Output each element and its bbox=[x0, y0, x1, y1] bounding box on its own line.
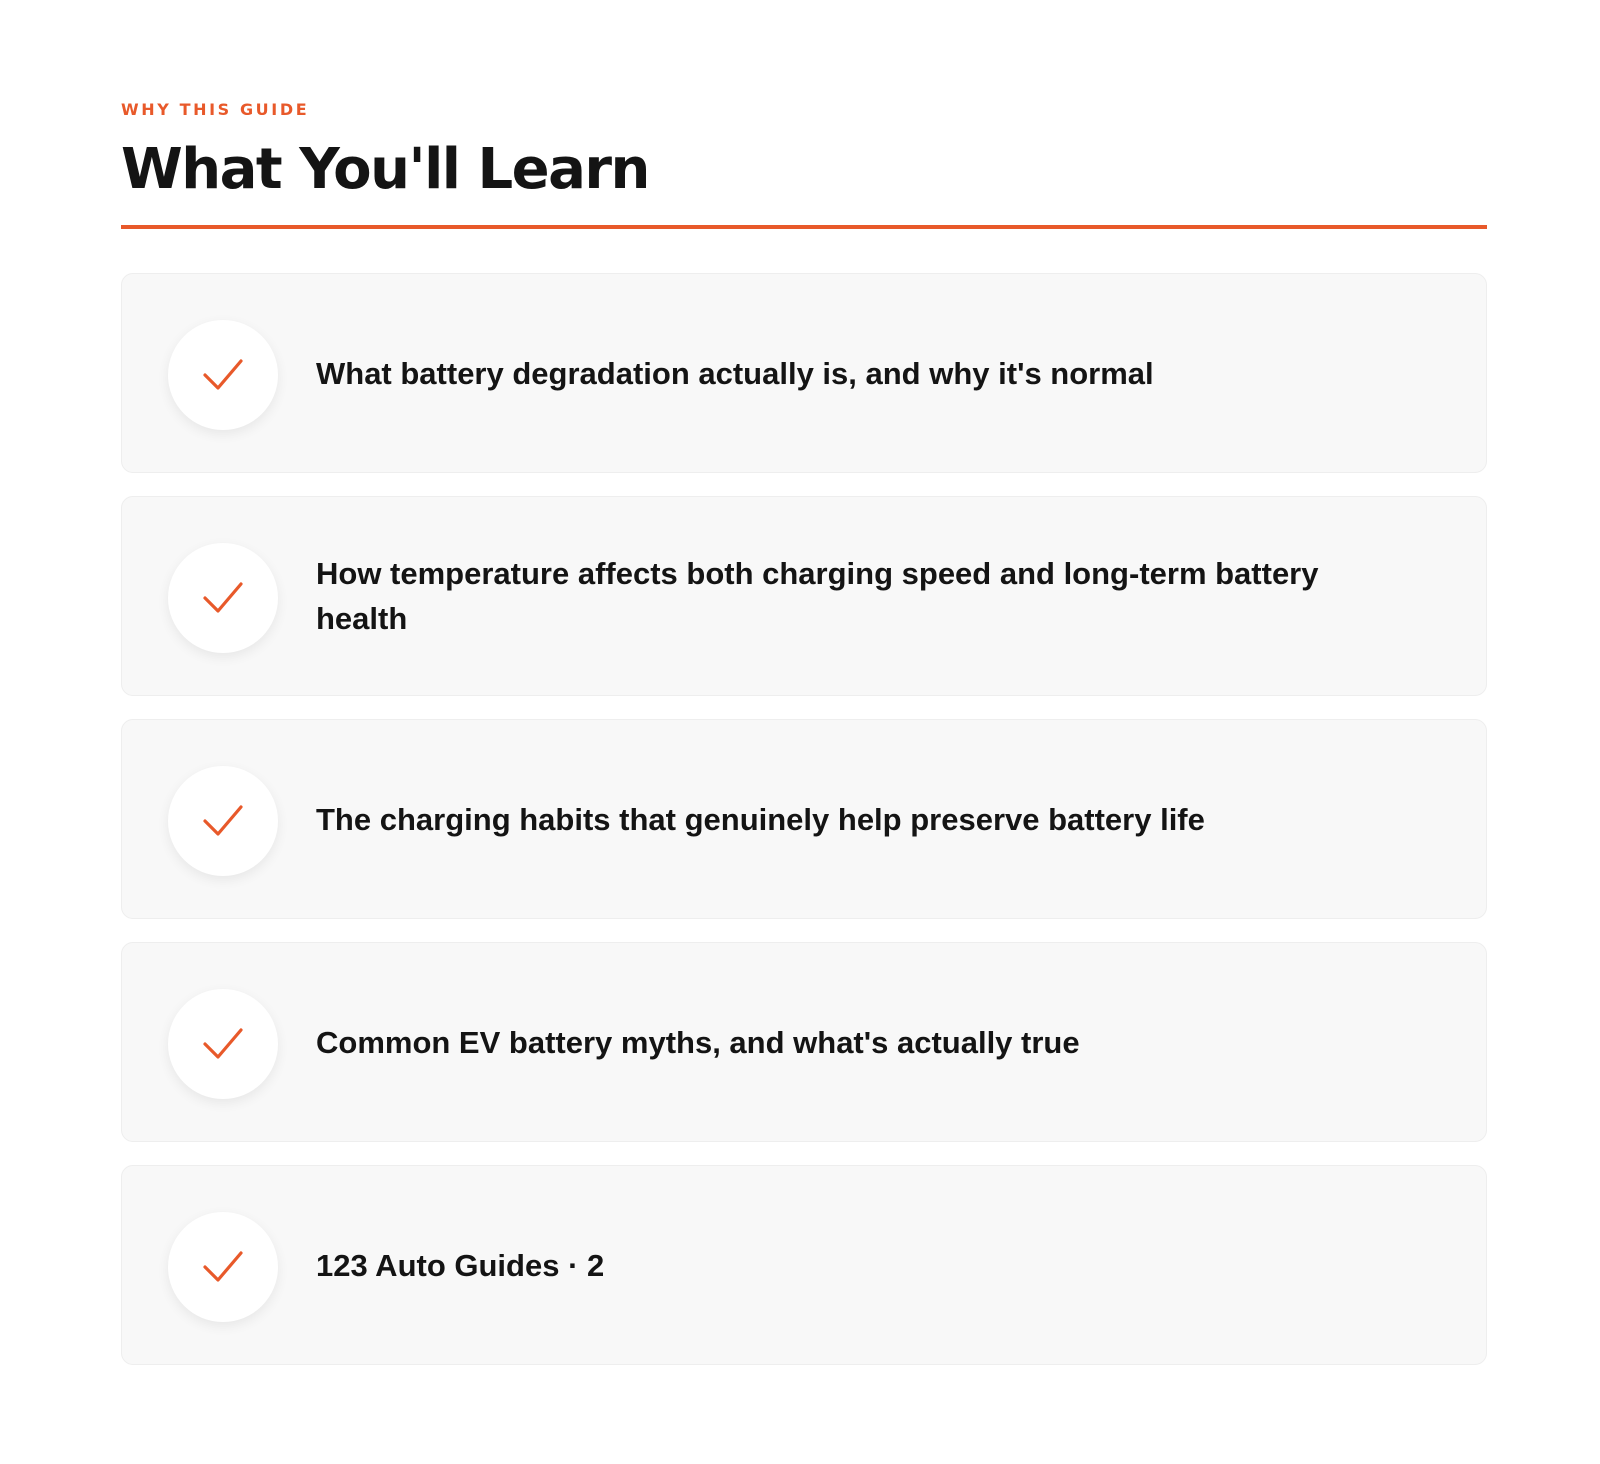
checkmark-icon bbox=[201, 799, 245, 843]
list-item bbox=[121, 496, 1487, 696]
check-badge bbox=[168, 320, 278, 430]
check-badge bbox=[168, 543, 278, 653]
title-underline bbox=[121, 225, 1487, 229]
checkmark-icon bbox=[201, 353, 245, 397]
section-title: What You'll Learn bbox=[121, 137, 649, 202]
list-item bbox=[121, 1165, 1487, 1365]
learn-section bbox=[121, 100, 1487, 1365]
list-item-text: 123 Auto Guides · 2 bbox=[316, 1247, 605, 1283]
checkmark-icon bbox=[201, 1245, 245, 1289]
list-item-text: Common EV battery myths, and what's actually true bbox=[316, 1024, 1080, 1060]
section-eyebrow: WHY THIS GUIDE bbox=[121, 100, 310, 119]
list-item-text: What battery degradation actually is, and why it's normal bbox=[316, 355, 1154, 391]
list-item-text: The charging habits that genuinely help preserve battery life bbox=[316, 801, 1205, 837]
check-badge bbox=[168, 1212, 278, 1322]
list-item bbox=[121, 942, 1487, 1142]
learning-list bbox=[121, 273, 1487, 1365]
list-item bbox=[121, 273, 1487, 473]
check-badge bbox=[168, 989, 278, 1099]
list-item bbox=[121, 719, 1487, 919]
list-item-text: How temperature affects both charging speed and long-term battery health bbox=[316, 556, 1319, 636]
check-badge bbox=[168, 766, 278, 876]
checkmark-icon bbox=[201, 576, 245, 620]
checkmark-icon bbox=[201, 1022, 245, 1066]
